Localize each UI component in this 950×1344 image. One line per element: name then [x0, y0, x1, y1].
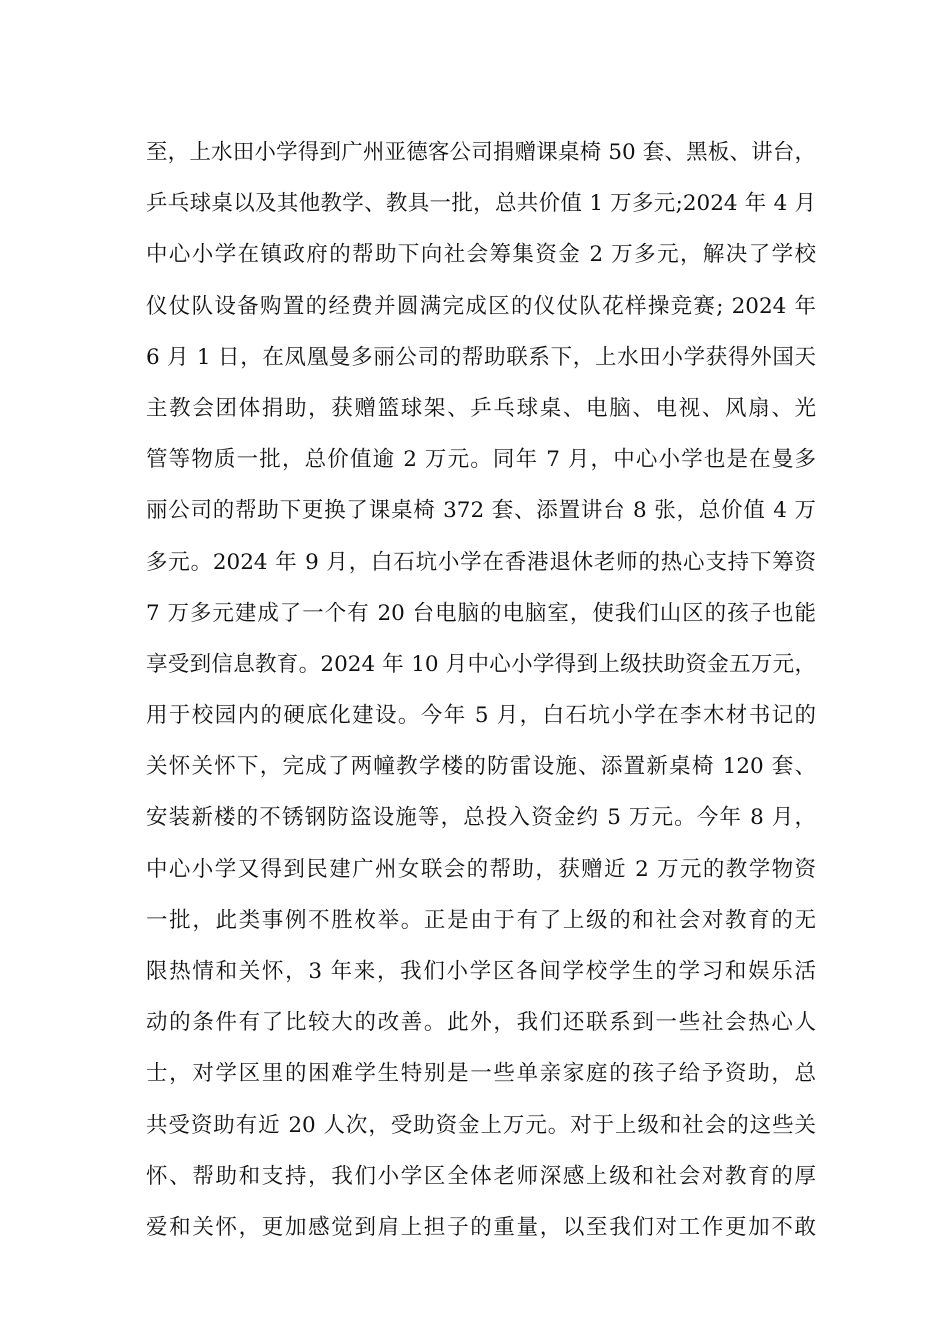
- text-line: 仪仗队设备购置的经费并圆满完成区的仪仗队花样操竞赛; 2024 年: [146, 293, 816, 319]
- text-line: 关怀关怀下，完成了两幢教学楼的防雷设施、添置新桌椅 120 套、: [146, 754, 816, 780]
- text-line: 限热情和关怀，3 年来，我们小学区各间学校学生的学习和娱乐活: [146, 959, 816, 984]
- text-line: 共受资助有近 20 人次，受助资金上万元。对于上级和社会的这些关: [146, 1112, 816, 1138]
- text-line: 中心小学在镇政府的帮助下向社会筹集资金 2 万多元，解决了学校: [146, 242, 816, 268]
- text-line: 多元。2024 年 9 月，白石坑小学在香港退休老师的热心支持下筹资: [146, 549, 816, 575]
- text-line: 怀、帮助和支持，我们小学区全体老师深感上级和社会对教育的厚: [146, 1163, 816, 1189]
- text-line: 乒乓球桌以及其他教学、教具一批，总共价值 1 万多元;2024 年 4 月: [146, 191, 816, 217]
- body-paragraph: [146, 131, 816, 1257]
- text-line: 至，上水田小学得到广州亚德客公司捐赠课桌椅 50 套、黑板、讲台，: [146, 140, 816, 165]
- text-line: 安装新楼的不锈钢防盗设施等，总投入资金约 5 万元。今年 8 月，: [146, 805, 816, 831]
- text-line: 动的条件有了比较大的改善。此外，我们还联系到一些社会热心人: [146, 1010, 816, 1036]
- text-line: 丽公司的帮助下更换了课桌椅 372 套、添置讲台 8 张，总价值 4 万: [146, 498, 816, 524]
- text-line: 享受到信息教育。2024 年 10 月中心小学得到上级扶助资金五万元，: [146, 651, 816, 677]
- text-line: 主教会团体捐助，获赠篮球架、乒乓球桌、电脑、电视、风扇、光: [146, 395, 816, 421]
- text-line: 中心小学又得到民建广州女联会的帮助，获赠近 2 万元的教学物资: [146, 856, 816, 882]
- text-line: 6 月 1 日，在凤凰曼多丽公司的帮助联系下，上水田小学获得外国天: [146, 344, 816, 370]
- text-line: 管等物质一批，总价值逾 2 万元。同年 7 月，中心小学也是在曼多: [146, 447, 816, 473]
- text-line: 一批，此类事例不胜枚举。正是由于有了上级的和社会对教育的无: [146, 907, 816, 933]
- text-line: 士，对学区里的困难学生特别是一些单亲家庭的孩子给予资助，总: [146, 1061, 816, 1087]
- text-line: 用于校园内的硬底化建设。今年 5 月，白石坑小学在李木材书记的: [146, 703, 816, 729]
- text-line: 爱和关怀，更加感觉到肩上担子的重量，以至我们对工作更加不敢: [146, 1214, 816, 1240]
- text-line: 7 万多元建成了一个有 20 台电脑的电脑室，使我们山区的孩子也能: [146, 600, 816, 626]
